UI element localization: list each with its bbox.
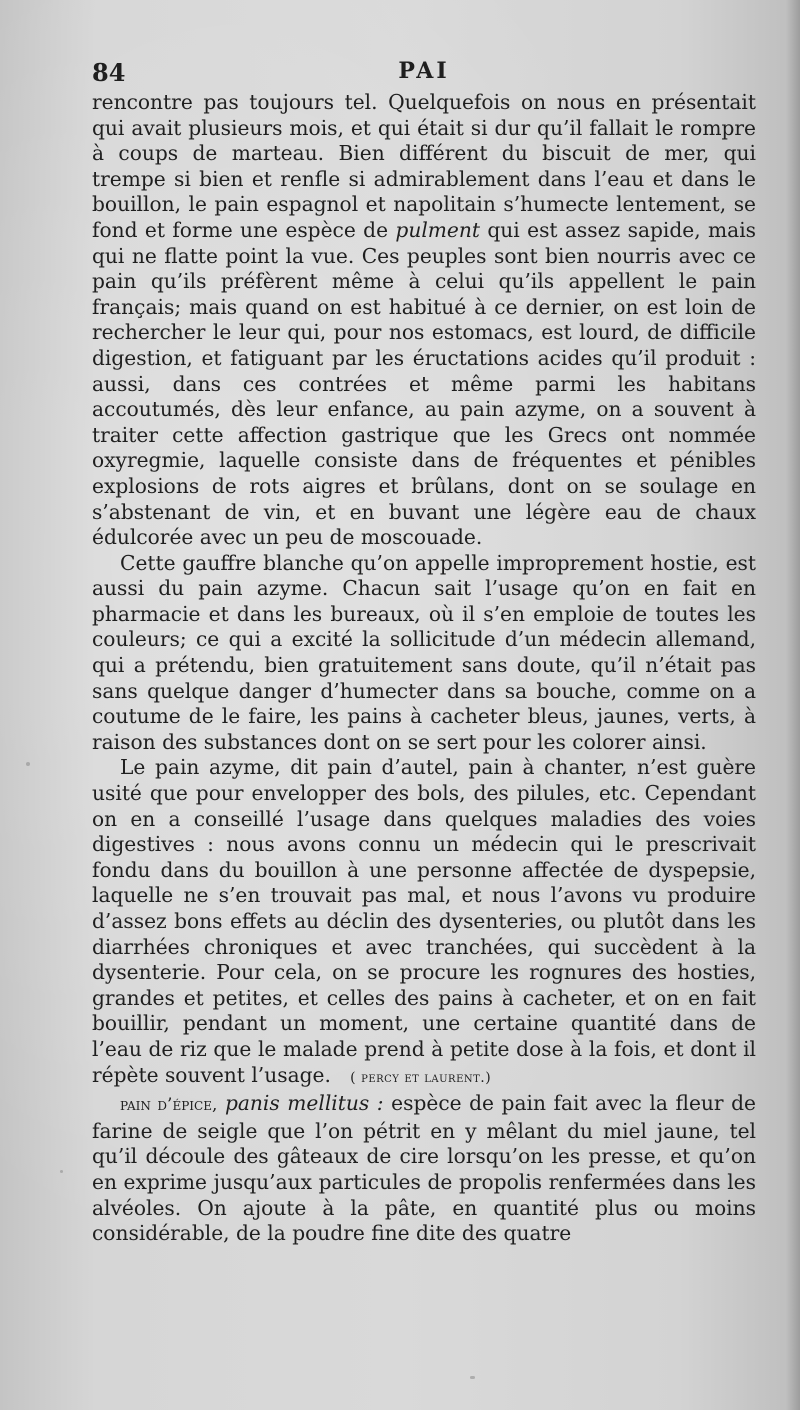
paper-speck [470, 1376, 475, 1379]
paragraph-3 [92, 755, 756, 1091]
paragraph-2: Cette gauffre blanche qu’on appelle improprement hostie, est aussi du pain azyme. Chacun sait l’usage qu’on en fait en pharmacie et dans les bureaux, où il s’en emploie de toutes les couleurs; ce qui a excité la sollicitude d’un médecin allemand, qui a prétendu, bien gratuitement sans doute, qu’il n’était pas sans quelque danger d’humecter dans sa bouche, comme on a coutume de le faire, les pains à cacheter bleus, jaunes, verts, à raison des substances dont on se sert pour les colorer ainsi. [92, 550, 756, 754]
entry-definition: espèce de pain fait avec la fleur de farine de seigle que l’on pétrit en y mêlant du miel jaune, tel qu’il découle des gâteaux de cire lorsqu’on les presse, et qu’on en exprime jusqu’aux particules de propolis renfermées dans les alvéoles. On ajoute à la pâte, en quantité plus ou moins considérable, de la poudre fine dite des quatre [92, 1091, 756, 1246]
paragraph-1-italic-term: pulment [395, 217, 480, 242]
page-number: 84 [92, 58, 126, 87]
entry-pain-d-epice [92, 1091, 756, 1247]
author-attribution: ( percy et laurent.) [350, 1069, 492, 1086]
running-head: PAI [398, 58, 450, 84]
paper-speck [26, 762, 30, 766]
paragraph-3-text: Le pain azyme, dit pain d’autel, pain à chanter, n’est guère usité que pour envelopper des bols, des pilules, etc. Cependant on en a conseillé l’usage dans quelques maladies des voies digestives : nous avons connu un médecin qui le prescrivait fondu dans du bouillon à une personne affectée de dyspepsie, laquelle ne s’en trouvait pas mal, et nous l’avons vu produire d’assez bons effets au déclin des dysenteries, ou plutôt dans les diarrhées chroniques et avec tranchées, qui succèdent à la dysenterie. Pour cela, on se procure les rognures des hosties, grandes et petites, et celles des pains à cacheter, et on en fait bouillir, pendant un moment, une certaine quantité dans de l’eau de riz que le malade prend à petite dose à la fois, et dont il répète souvent l’usage. [92, 755, 756, 1087]
paragraph-1-text: rencontre pas toujours tel. Quelquefois on nous en présentait qui avait plusieurs mois, et qui était si dur qu’il fallait le rompre à coups de marteau. Bien différent du biscuit de mer, qui trempe si bien et renfle si admirablement dans l’eau et dans le bouillon, le pain espagnol et napolitain s’humecte lentement, se fond et forme une espèce de [92, 90, 756, 242]
page-header [92, 58, 756, 90]
entry-headword: pain d’épice, [120, 1095, 218, 1116]
page-edge-shadow [786, 0, 800, 1410]
paragraph-1 [92, 90, 756, 551]
body-text [92, 90, 756, 1247]
entry-latin-name: panis mellitus : [224, 1091, 384, 1116]
paragraph-1-continuation: qui est assez sapide, mais qui ne flatte point la vue. Ces peuples sont bien nourris avec ce pain qu’ils préfèrent même à celui qu’ils appellent le pain français; mais quand on est habitué à ce dernier, on est loin de rechercher le leur qui, pour nos estomacs, est lourd, de difficile digestion, et fatiguant par les éructations acides qu’il produit : aussi, dans ces contrées et même parmi les habitans accoutumés, dès leur enfance, au pain azyme, on a souvent à traiter cette affection gastrique que les Grecs ont nommée oxyregmie, laquelle consiste dans de fréquentes et pénibles explosions de rots aigres et brûlans, dont on se soulage en s’abstenant de vin, et en buvant une légère eau de chaux édulcorée avec un peu de moscouade. [92, 217, 757, 550]
paper-speck [60, 1170, 63, 1173]
